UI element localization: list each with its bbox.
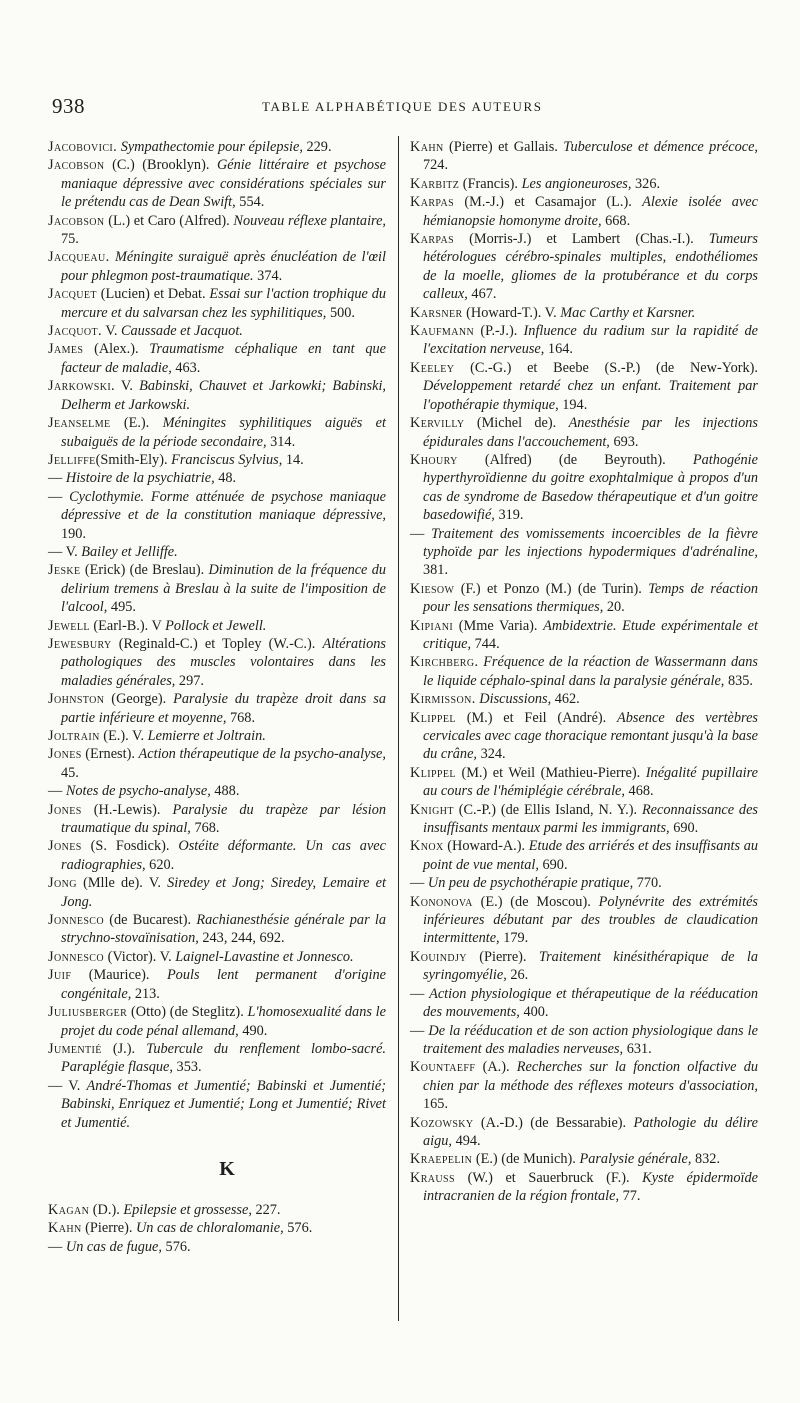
work-title: Pathogénie hyperthyroïdienne du goitre exophtalmique à propos d'un cas de syndrome de Basedow thérapeutique et d'un goitre basedowifié, bbox=[423, 451, 758, 524]
index-entry bbox=[48, 690, 386, 727]
author-name: Kiesow bbox=[410, 580, 455, 597]
author-name: Jumentié bbox=[48, 1040, 102, 1057]
author-details: — bbox=[48, 1238, 66, 1255]
author-name: Jones bbox=[48, 746, 82, 763]
index-entry bbox=[48, 1077, 386, 1132]
work-title: Franciscus Sylvius, bbox=[171, 451, 283, 468]
author-details: (Morris-J.) et Lambert (Chas.-I.). bbox=[454, 231, 709, 248]
page-reference: 835. bbox=[724, 672, 753, 689]
page-reference: 832. bbox=[691, 1151, 721, 1168]
work-title: Traumatisme céphalique en tant que facteur de maladie, bbox=[61, 341, 386, 376]
work-title: Développement retardé chez un enfant. Traitement par l'opothérapie thymique, bbox=[423, 378, 758, 413]
index-entry bbox=[48, 285, 386, 322]
author-name: Kahn bbox=[48, 1220, 82, 1237]
author-details: — bbox=[410, 985, 430, 1002]
index-entry bbox=[48, 414, 386, 451]
index-entry bbox=[48, 1219, 386, 1237]
page-reference: 770. bbox=[633, 875, 662, 892]
author-details: — V. bbox=[48, 543, 82, 560]
index-entry bbox=[48, 801, 386, 838]
page-reference: 463. bbox=[171, 359, 201, 376]
author-details: (Lucien) et Debat. bbox=[96, 286, 210, 303]
author-details: — bbox=[48, 488, 70, 505]
page-reference: 768. bbox=[190, 820, 220, 837]
page-reference: 576. bbox=[283, 1220, 313, 1237]
page-reference: 690. bbox=[669, 820, 699, 837]
author-details: (W.) et Sauerbruck (F.). bbox=[454, 1169, 643, 1186]
work-title: L'homosexualité dans le projet du code pénal allemand, bbox=[61, 1004, 386, 1039]
page-reference: 229. bbox=[302, 139, 332, 155]
work-title: Les angioneuroses, bbox=[521, 175, 632, 192]
author-name: Jewell bbox=[48, 617, 90, 634]
page-reference: 194. bbox=[558, 396, 588, 413]
author-details: (Smith-Ely). bbox=[95, 451, 172, 468]
index-entry bbox=[410, 985, 758, 1022]
author-name: Keeley bbox=[410, 359, 455, 376]
author-name: Jacobovici. bbox=[48, 139, 118, 155]
work-title: Cyclothymie. Forme atténuée de psychose maniaque dépressive et de la constitution maniaque dépressive, bbox=[61, 488, 387, 524]
work-title: Action physiologique et thérapeutique de la rééducation des mouvements, bbox=[423, 985, 758, 1021]
author-name: Juliusberger bbox=[48, 1004, 128, 1021]
work-title: Caussade et Jacquot. bbox=[120, 323, 243, 340]
work-title: Babinski, Chauvet et Jarkowki; Babinski, Delherm et Jarkowski. bbox=[61, 378, 386, 413]
work-title: Sympathectomie pour épilepsie, bbox=[120, 139, 303, 155]
index-entry bbox=[48, 340, 386, 377]
author-name: Knight bbox=[410, 801, 454, 818]
page-reference: 467. bbox=[467, 286, 497, 303]
work-title: Génie littéraire et psychose maniaque dépressive avec considérations spéciales sur le prétendu cas de Dean Swift, bbox=[61, 157, 386, 211]
page-reference: 190. bbox=[61, 525, 87, 542]
author-name: Jonnesco bbox=[48, 912, 104, 929]
author-details: (Ernest). bbox=[81, 746, 139, 763]
work-title: Paralysie du trapèze droit dans sa partie inférieure et moyenne, bbox=[61, 691, 386, 726]
index-entry bbox=[410, 1058, 758, 1113]
index-entry bbox=[48, 727, 386, 745]
index-entry bbox=[410, 304, 758, 322]
author-name: Jeske bbox=[48, 562, 81, 579]
page-reference: 724. bbox=[423, 157, 449, 174]
work-title: Méningites syphilitiques aiguës et subaiguës de la période secondaire, bbox=[61, 415, 386, 450]
author-name: James bbox=[48, 341, 84, 358]
page-reference: 381. bbox=[423, 562, 449, 579]
section-letter-k: K bbox=[219, 1157, 235, 1180]
author-details: (A.). bbox=[475, 1059, 517, 1076]
work-title: Paralysie générale, bbox=[579, 1151, 692, 1168]
author-details: (P.-J.). bbox=[474, 323, 524, 340]
index-entry bbox=[410, 1169, 758, 1206]
author-details: (de Bucarest). bbox=[104, 912, 197, 929]
page-reference: 179. bbox=[499, 930, 529, 947]
author-name: Johnston bbox=[48, 691, 105, 708]
page-reference: 631. bbox=[623, 1040, 652, 1057]
author-details: (C.-G.) et Beebe (S.-P.) (de New-York). bbox=[454, 359, 758, 376]
index-entry bbox=[48, 837, 386, 874]
index-entry bbox=[48, 874, 386, 911]
work-title: Alexie isolée avec hémianopsie homonyme droite, bbox=[423, 194, 758, 229]
author-name: Jarkowski. bbox=[48, 378, 116, 395]
page-reference: 554. bbox=[235, 194, 265, 211]
index-entry bbox=[48, 1003, 386, 1040]
work-title: Siredey et Jong; Siredey, Lemaire et Jong. bbox=[61, 875, 386, 910]
author-index-list-j bbox=[48, 138, 386, 1132]
index-entry bbox=[410, 175, 758, 193]
author-name: Kozowsky bbox=[410, 1114, 474, 1131]
author-details: (D.). bbox=[89, 1201, 124, 1218]
work-title: Absence des vertèbres cervicales avec cage thoracique remontant jusqu'à la base du crâne, bbox=[423, 709, 758, 763]
author-name: Jacquot. bbox=[48, 323, 103, 340]
index-entry bbox=[48, 617, 386, 635]
index-entry bbox=[48, 248, 386, 285]
work-title: Reconnaissance des insuffisants mentaux parmi les immigrants, bbox=[423, 801, 758, 837]
work-title: Bailey et Jelliffe. bbox=[81, 543, 178, 560]
index-entry bbox=[410, 1114, 758, 1151]
work-title: Pouls lent permanent d'origine congénitale, bbox=[61, 967, 386, 1002]
author-details: — bbox=[410, 875, 428, 892]
index-entry bbox=[410, 690, 758, 708]
page-reference: 576. bbox=[161, 1238, 191, 1255]
page-reference: 75. bbox=[61, 231, 79, 248]
author-details: (Pierre). bbox=[466, 948, 539, 965]
author-name: Kirmisson. bbox=[410, 691, 476, 708]
author-details: (F.) et Ponzo (M.) (de Turin). bbox=[454, 580, 649, 597]
index-entry bbox=[48, 138, 386, 156]
index-entry bbox=[48, 745, 386, 782]
author-details: (Alfred) (de Beyrouth). bbox=[457, 451, 693, 468]
index-entry bbox=[48, 782, 386, 800]
work-title: Anesthésie par les injections épidurales dans l'accouchement, bbox=[423, 415, 758, 450]
index-entry bbox=[410, 1150, 758, 1168]
work-title: Tumeurs hétérologues cérébro-spinales multiples, endothéliomes de la moelle, gliomes de la protubérance et du corps calleux, bbox=[423, 231, 758, 303]
author-name: Jewesbury bbox=[48, 635, 112, 652]
page-reference: 500. bbox=[326, 304, 355, 321]
page-reference: 314. bbox=[266, 433, 296, 450]
author-name: Joltrain bbox=[48, 728, 100, 744]
work-title: Rachianesthésie générale par la strychno-stovaïnisation, bbox=[61, 912, 386, 947]
work-title: Recherches sur la fonction olfactive du chien par la méthode des réflexes moteurs d'association, bbox=[423, 1059, 758, 1094]
author-details: (Reginald-C.) et Topley (W.-C.). bbox=[111, 635, 323, 652]
author-details: (E.) (de Moscou). bbox=[472, 893, 599, 910]
author-name: Kervilly bbox=[410, 415, 465, 432]
index-entry bbox=[48, 1238, 386, 1256]
work-title: Essai sur l'action trophique du mercure et du salvarsan chez les syphilitiques, bbox=[61, 286, 386, 321]
author-name: Kahn bbox=[410, 139, 444, 155]
author-name: Jacqueau. bbox=[48, 249, 110, 266]
work-title: Traitement des vomissements incoercibles de la fièvre typhoïde par les injections hypodermiques d'adrénaline, bbox=[423, 525, 758, 560]
author-details: (E.). bbox=[110, 415, 163, 432]
work-title: Pathologie du délire aigu, bbox=[423, 1114, 758, 1149]
index-entry bbox=[410, 709, 758, 764]
page-header bbox=[52, 94, 752, 124]
author-details: (A.-D.) (de Bessarabie). bbox=[473, 1114, 634, 1131]
work-title: Altérations pathologiques des muscles volontaires dans les maladies générales, bbox=[61, 635, 386, 689]
work-title: Tuberculose et démence précoce, bbox=[563, 139, 759, 155]
page-reference: 768. bbox=[226, 709, 256, 726]
author-details: V. bbox=[102, 323, 121, 340]
page-reference: 744. bbox=[471, 635, 500, 652]
author-name: Jacobson bbox=[48, 212, 105, 229]
author-name: Jacobson bbox=[48, 157, 105, 174]
author-details: (Francis). bbox=[459, 175, 522, 192]
work-title: Histoire de la psychiatrie, bbox=[65, 470, 215, 487]
index-entry bbox=[48, 377, 386, 414]
work-title: Fréquence de la réaction de Wassermann dans le liquide céphalo-spinal dans la paralysie générale, bbox=[423, 654, 758, 689]
index-entry bbox=[410, 893, 758, 948]
author-details: (Otto) (de Steglitz). bbox=[127, 1004, 248, 1021]
right-column bbox=[410, 138, 758, 1206]
work-title: Nouveau réflexe plantaire, bbox=[233, 212, 386, 229]
author-name: Kagan bbox=[48, 1201, 90, 1218]
index-entry bbox=[410, 801, 758, 838]
work-title: André-Thomas et Jumentié; Babinski et Jumentié; Babinski, Enriquez et Jumentié; Long et Jumentié; Rivet et Jumentié. bbox=[61, 1077, 386, 1131]
work-title: Pollock et Jewell. bbox=[165, 617, 267, 634]
author-name: Kirchberg. bbox=[410, 654, 479, 671]
author-details: (Michel de). bbox=[464, 415, 569, 432]
index-entry bbox=[48, 1040, 386, 1077]
author-name: Jones bbox=[48, 838, 82, 855]
work-title: Epilepsie et grossesse, bbox=[123, 1201, 252, 1218]
index-entry bbox=[48, 948, 386, 966]
work-title: Un peu de psychothérapie pratique, bbox=[427, 875, 634, 892]
author-details: — bbox=[410, 1022, 429, 1039]
page-reference: 620. bbox=[145, 856, 175, 873]
index-entry bbox=[410, 138, 758, 175]
page-reference: 400. bbox=[519, 1004, 549, 1021]
index-entry bbox=[410, 193, 758, 230]
running-title: TABLE ALPHABÉTIQUE DES AUTEURS bbox=[262, 99, 543, 114]
work-title: Etude des arriérés et des insuffisants au point de vue mental, bbox=[423, 838, 758, 873]
page-reference: 45. bbox=[61, 764, 79, 781]
page-reference: 468. bbox=[624, 783, 654, 800]
author-name: Khoury bbox=[410, 451, 458, 468]
index-entry bbox=[410, 617, 758, 654]
author-details: (M.) et Weil (Mathieu-Pierre). bbox=[455, 764, 646, 781]
page-reference: 693. bbox=[609, 433, 639, 450]
page-reference: 490. bbox=[238, 1022, 268, 1039]
author-details: (E.) (de Munich). bbox=[472, 1151, 580, 1168]
index-entry bbox=[410, 764, 758, 801]
author-details: (H.-Lewis). bbox=[81, 801, 173, 818]
author-details: (Maurice). bbox=[71, 967, 167, 984]
author-name: Karpas bbox=[410, 231, 455, 248]
author-details: (J.). bbox=[101, 1040, 147, 1057]
index-entry bbox=[410, 874, 758, 892]
work-title: Traitement kinésithérapique de la syringomyélie, bbox=[423, 948, 758, 984]
index-entry bbox=[410, 653, 758, 690]
page-reference: 14. bbox=[282, 451, 304, 468]
author-name: Karsner bbox=[410, 304, 463, 321]
author-details: (E.). V. bbox=[99, 728, 148, 744]
author-details: — bbox=[48, 470, 66, 487]
author-details: (C.-P.) (de Ellis Island, N. Y.). bbox=[453, 801, 642, 818]
index-entry bbox=[410, 322, 758, 359]
left-column bbox=[48, 138, 386, 1256]
page-number: 938 bbox=[52, 94, 85, 118]
work-title: Méningite suraiguë après énucléation de l'œil pour phlegmon post-traumatique. bbox=[61, 249, 387, 284]
work-title: Action thérapeutique de la psycho-analyse, bbox=[138, 746, 386, 763]
author-details: (Erick) (de Breslau). bbox=[80, 562, 209, 579]
index-entry bbox=[48, 1201, 386, 1219]
work-title: De la rééducation et de son action physiologique dans le traitement des maladies nerveuses, bbox=[423, 1022, 758, 1057]
page-reference: 77. bbox=[619, 1188, 641, 1205]
author-name: Kipiani bbox=[410, 617, 454, 634]
index-entry bbox=[410, 525, 758, 580]
index-entry bbox=[48, 561, 386, 616]
page-reference: 48. bbox=[214, 470, 237, 487]
author-details: (Pierre). bbox=[81, 1220, 136, 1237]
index-entry bbox=[410, 580, 758, 617]
author-name: Karpas bbox=[410, 194, 455, 211]
author-name: Jacquet bbox=[48, 286, 97, 303]
author-details: (Howard-A.). bbox=[443, 838, 529, 855]
page-reference: 20. bbox=[603, 599, 625, 616]
author-details: — V. bbox=[48, 1077, 87, 1094]
author-details: — bbox=[48, 783, 66, 800]
author-name: Kaufmann bbox=[410, 323, 475, 340]
author-name: Klippel bbox=[410, 709, 456, 726]
author-index-list-k-continued bbox=[410, 138, 758, 1206]
author-index-list-k bbox=[48, 1201, 386, 1256]
work-title: Temps de réaction pour les sensations thermiques, bbox=[423, 580, 758, 616]
page-reference: 227. bbox=[251, 1201, 281, 1218]
author-name: Karbitz bbox=[410, 175, 460, 192]
author-name: Krauss bbox=[410, 1169, 455, 1186]
work-title: Influence du radium sur la rapidité de l'excitation nerveuse, bbox=[423, 323, 758, 358]
author-name: Jones bbox=[48, 801, 82, 818]
page-reference: 319. bbox=[494, 507, 524, 524]
work-title: Kyste épidermoïde intracranien de la région frontale, bbox=[423, 1169, 759, 1205]
work-title: Ostéite déformante. Un cas avec radiographies, bbox=[61, 838, 386, 873]
work-title: Un cas de fugue, bbox=[65, 1238, 162, 1255]
work-title: Laignel-Lavastine et Jonnesco. bbox=[175, 948, 354, 965]
author-name: Jong bbox=[48, 875, 77, 892]
page-reference: 297. bbox=[175, 672, 204, 689]
index-entry bbox=[48, 212, 386, 249]
index-entry bbox=[48, 322, 386, 340]
work-title: Ambidextrie. Etude expérimentale et critique, bbox=[423, 617, 758, 652]
page-reference: 353. bbox=[172, 1059, 202, 1076]
work-title: Inégalité pupillaire au cours de l'hémiplégie cérébrale, bbox=[423, 764, 758, 800]
work-title: Diminution de la fréquence du delirium tremens à Breslau à la suite de l'imposition de l'alcool, bbox=[61, 562, 386, 616]
author-name: Kononova bbox=[410, 893, 473, 910]
page-reference: 668. bbox=[601, 212, 631, 229]
index-entry bbox=[48, 156, 386, 211]
index-entry bbox=[48, 543, 386, 561]
author-details: (S. Fosdick). bbox=[81, 838, 179, 855]
page-reference: 26. bbox=[506, 967, 529, 984]
index-entry bbox=[410, 837, 758, 874]
index-entry bbox=[410, 359, 758, 414]
author-details: (Mme Varia). bbox=[453, 617, 544, 634]
page-reference: 690. bbox=[538, 856, 568, 873]
page-reference: 494. bbox=[452, 1132, 481, 1149]
author-name: Kraepelin bbox=[410, 1151, 473, 1168]
author-name: Juif bbox=[48, 967, 72, 984]
index-entry bbox=[410, 1022, 758, 1059]
author-details: (M.-J.) et Casamajor (L.). bbox=[454, 194, 643, 211]
work-title: Discussions, bbox=[479, 691, 552, 708]
author-name: Knox bbox=[410, 838, 444, 855]
work-title: Mac Carthy et Karsner. bbox=[560, 304, 696, 321]
page-reference: 213. bbox=[131, 985, 160, 1002]
author-details: (George). bbox=[104, 691, 174, 708]
page-reference: 326. bbox=[631, 175, 661, 192]
page-reference: 243, 244, 692. bbox=[198, 930, 285, 947]
author-details: (Mlle de). V. bbox=[76, 875, 168, 892]
page-reference: 324. bbox=[477, 746, 506, 763]
work-title: Notes de psycho-analyse, bbox=[65, 783, 211, 800]
index-entry bbox=[48, 451, 386, 469]
column-divider bbox=[398, 136, 399, 1321]
author-details: (Earl-B.). V bbox=[89, 617, 166, 634]
index-entry bbox=[48, 469, 386, 487]
author-details: (M.) et Feil (André). bbox=[455, 709, 618, 726]
index-entry bbox=[48, 911, 386, 948]
author-name: Klippel bbox=[410, 764, 456, 781]
index-entry bbox=[410, 451, 758, 525]
author-details: (Alex.). bbox=[83, 341, 150, 358]
page-reference: 164. bbox=[544, 341, 573, 358]
work-title: Un cas de chloralomanie, bbox=[135, 1220, 284, 1237]
work-title: Lemierre et Joltrain. bbox=[147, 728, 266, 744]
author-details: (C.) (Brooklyn). bbox=[104, 157, 217, 174]
index-entry bbox=[48, 966, 386, 1003]
index-entry bbox=[410, 230, 758, 304]
author-name: Jelliffe bbox=[48, 451, 96, 468]
page-reference: 374. bbox=[253, 267, 283, 284]
author-details: (Howard-T.). V. bbox=[462, 304, 561, 321]
index-entry bbox=[48, 488, 386, 543]
author-name: Kouindjy bbox=[410, 948, 467, 965]
author-name: Jeanselme bbox=[48, 415, 111, 432]
work-title: Polynévrite des extrémités inférieures débutant par des troubles de claudication intermittente, bbox=[423, 893, 758, 947]
index-entry bbox=[410, 414, 758, 451]
page-reference: 488. bbox=[210, 783, 240, 800]
author-details: — bbox=[410, 525, 432, 542]
author-details: V. bbox=[115, 378, 140, 395]
author-name: Jonnesco bbox=[48, 948, 104, 965]
author-details: (Victor). V. bbox=[104, 948, 176, 965]
author-details: (Pierre) et Gallais. bbox=[443, 139, 564, 155]
author-name: Kountaeff bbox=[410, 1059, 476, 1076]
page-reference: 462. bbox=[551, 691, 580, 708]
index-entry bbox=[48, 635, 386, 690]
index-entry bbox=[410, 948, 758, 985]
author-details: (L.) et Caro (Alfred). bbox=[104, 212, 234, 229]
work-title: Paralysie du trapèze par lésion traumatique du spinal, bbox=[61, 801, 386, 837]
work-title: Tubercule du renflement lombo-sacré. Paraplégie flasque, bbox=[61, 1040, 386, 1076]
page-reference: 495. bbox=[107, 599, 136, 616]
page-reference: 165. bbox=[423, 1096, 449, 1113]
